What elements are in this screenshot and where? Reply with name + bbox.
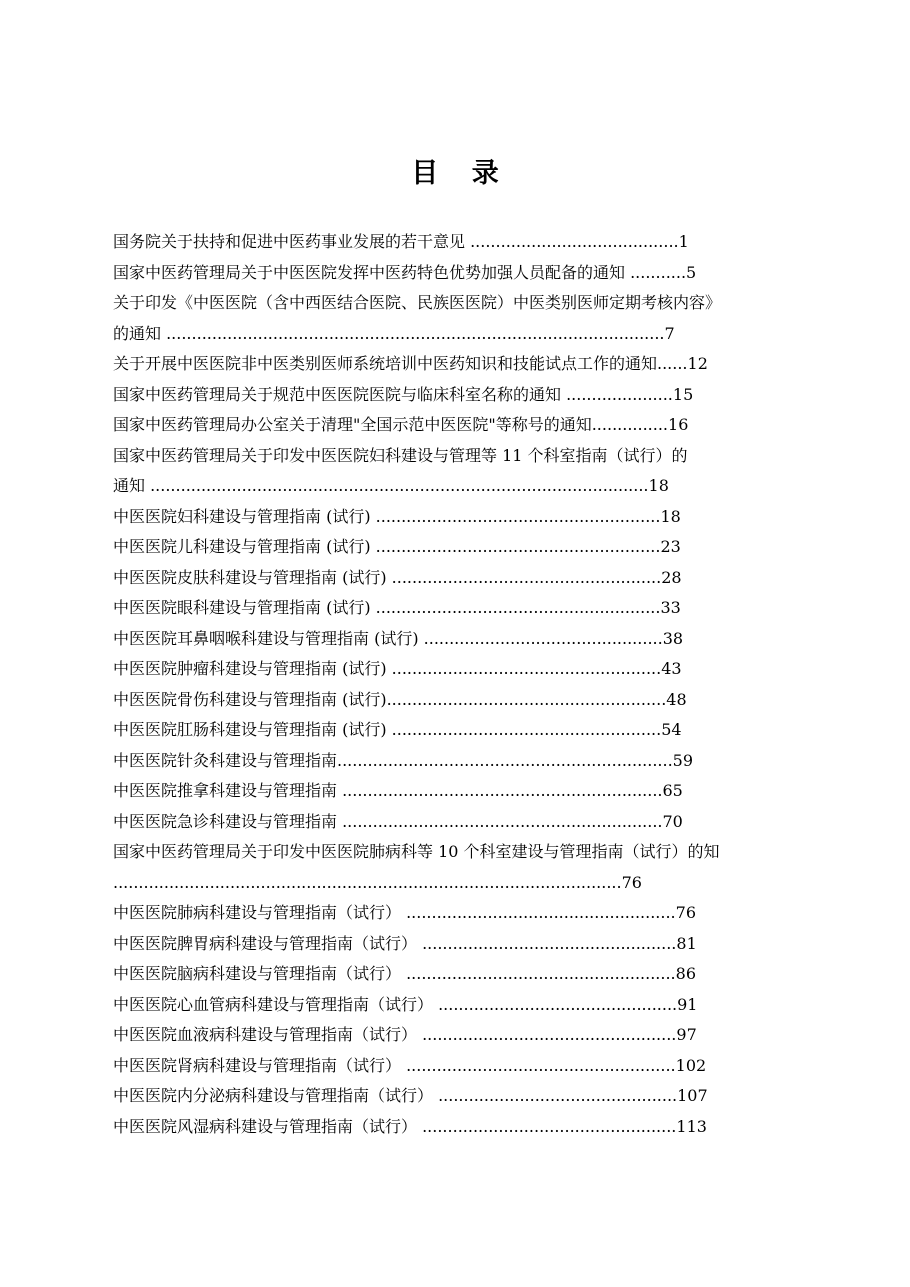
toc-line: 中医医院眼科建设与管理指南 (试行) ........................................................33 — [113, 598, 681, 617]
toc-line: 中医医院皮肤科建设与管理指南 (试行) .....................................................28 — [113, 567, 682, 587]
toc-line: 中医医院风湿病科建设与管理指南（试行） ..................................................113 — [113, 1116, 707, 1136]
toc-line: 关于印发《中医医院（含中西医结合医院、民族医医院）中医类别医师定期考核内容》 — [113, 293, 722, 312]
toc-line: 中医医院针灸科建设与管理指南..................................................................59 — [113, 750, 694, 770]
table-of-contents — [113, 227, 803, 1142]
toc-line: 中医医院骨伤科建设与管理指南 (试行).......................................................48 — [113, 689, 687, 709]
toc-line: 中医医院肿瘤科建设与管理指南 (试行) .....................................................43 — [113, 659, 682, 678]
toc-line: 中医医院血液病科建设与管理指南（试行） ..................................................97 — [113, 1025, 697, 1044]
toc-line: 国家中医药管理局关于印发中医医院妇科建设与管理等 11 个科室指南（试行）的 — [113, 445, 688, 465]
toc-line: 中医医院肺病科建设与管理指南（试行） .....................................................76 — [113, 903, 697, 922]
toc-line: 中医医院肾病科建设与管理指南（试行） .....................................................102 — [113, 1055, 707, 1075]
toc-line: 中医医院肛肠科建设与管理指南 (试行) .....................................................54 — [113, 720, 682, 739]
toc-line: 的通知 ..................................................................................................7 — [113, 323, 675, 343]
toc-line: 国务院关于扶持和促进中医药事业发展的若干意见 .........................................1 — [113, 232, 689, 251]
toc-line: 国家中医药管理局关于印发中医医院肺病科等 10 个科室建设与管理指南（试行）的知 — [113, 842, 720, 861]
toc-line: 国家中医药管理局办公室关于清理"全国示范中医医院"等称号的通知...............16 — [113, 415, 689, 434]
toc-line: 中医医院脾胃病科建设与管理指南（试行） ..................................................81 — [113, 933, 697, 953]
toc-line: ....................................................................................................76 — [113, 872, 642, 892]
toc-line: 中医医院急诊科建设与管理指南 ...............................................................70 — [113, 811, 683, 831]
toc-line: 中医医院推拿科建设与管理指南 ...............................................................65 — [113, 781, 683, 800]
toc-line: 国家中医药管理局关于规范中医医院医院与临床科室名称的通知 .....................15 — [113, 384, 694, 404]
page-title: 目 录 — [411, 158, 511, 189]
toc-line: 中医医院内分泌病科建设与管理指南（试行） ...............................................107 — [113, 1086, 708, 1105]
toc-line: 中医医院耳鼻咽喉科建设与管理指南 (试行) ...............................................38 — [113, 628, 684, 648]
toc-line: 中医医院脑病科建设与管理指南（试行） .....................................................86 — [113, 964, 697, 983]
toc-line: 国家中医药管理局关于中医医院发挥中医药特色优势加强人员配备的通知 ...........5 — [113, 262, 697, 282]
toc-line: 中医医院儿科建设与管理指南 (试行) ........................................................23 — [113, 537, 681, 556]
toc-line: 通知 ..................................................................................................18 — [113, 476, 669, 495]
toc-line: 中医医院妇科建设与管理指南 (试行) ........................................................18 — [113, 506, 681, 526]
toc-line: 关于开展中医医院非中医类别医师系统培训中医药知识和技能试点工作的通知......12 — [113, 354, 708, 373]
toc-line: 中医医院心血管病科建设与管理指南（试行） ...............................................91 — [113, 994, 698, 1014]
